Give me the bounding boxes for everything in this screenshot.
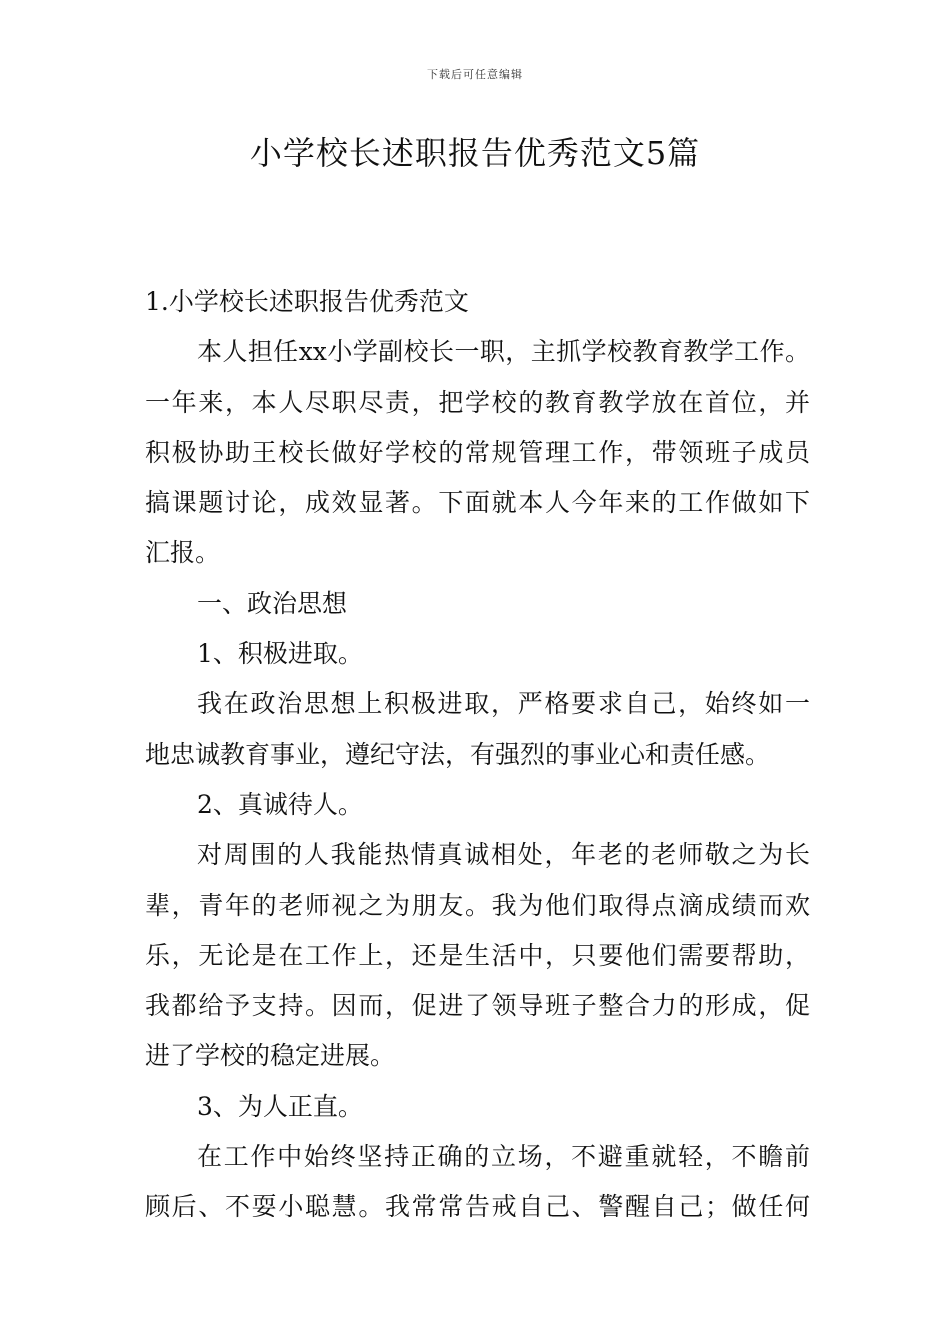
text-line: 对周围的人我能热情真诚相处，年老的老师敬之为长 (197, 840, 810, 870)
text-line: 汇报。 (145, 538, 221, 568)
text-line: 2、真诚待人。 (197, 789, 363, 819)
text-line: 搞课题讨论，成效显著。下面就本人今年来的工作做如下 (145, 488, 810, 518)
text-line: 地忠诚教育事业，遵纪守法，有强烈的事业心和责任感。 (145, 739, 771, 769)
text-line: 辈，青年的老师视之为朋友。我为他们取得点滴成绩而欢 (145, 890, 810, 920)
document-body (145, 277, 810, 1233)
text-line: 1、积极进取。 (197, 639, 363, 669)
text-line: 一年来，本人尽职尽责，把学校的教育教学放在首位，并 (145, 387, 810, 417)
document-title: 小学校长述职报告优秀范文5篇 (249, 134, 701, 172)
text-line: 进了学校的稳定进展。 (145, 1041, 396, 1071)
text-line: 本人担任xx小学副校长一职，主抓学校教育教学工作。 (197, 337, 810, 367)
page-header-note: 下载后可任意编辑 (427, 68, 523, 81)
section-heading: 1.小学校长述职报告优秀范文 (145, 287, 469, 316)
text-line: 我都给予支持。因而，促进了领导班子整合力的形成，促 (145, 991, 810, 1021)
text-line: 3、为人正直。 (197, 1091, 363, 1121)
text-line: 我在政治思想上积极进取，严格要求自己，始终如一 (197, 689, 810, 719)
text-line: 在工作中始终坚持正确的立场，不避重就轻，不瞻前 (197, 1142, 810, 1172)
text-line: 顾后、不耍小聪慧。我常常告戒自己、警醒自己；做任何 (145, 1192, 810, 1222)
text-line: 一、政治思想 (197, 588, 348, 618)
text-line: 积极协助王校长做好学校的常规管理工作，带领班子成员 (145, 437, 810, 467)
text-line: 乐，无论是在工作上，还是生活中，只要他们需要帮助， (145, 940, 810, 970)
